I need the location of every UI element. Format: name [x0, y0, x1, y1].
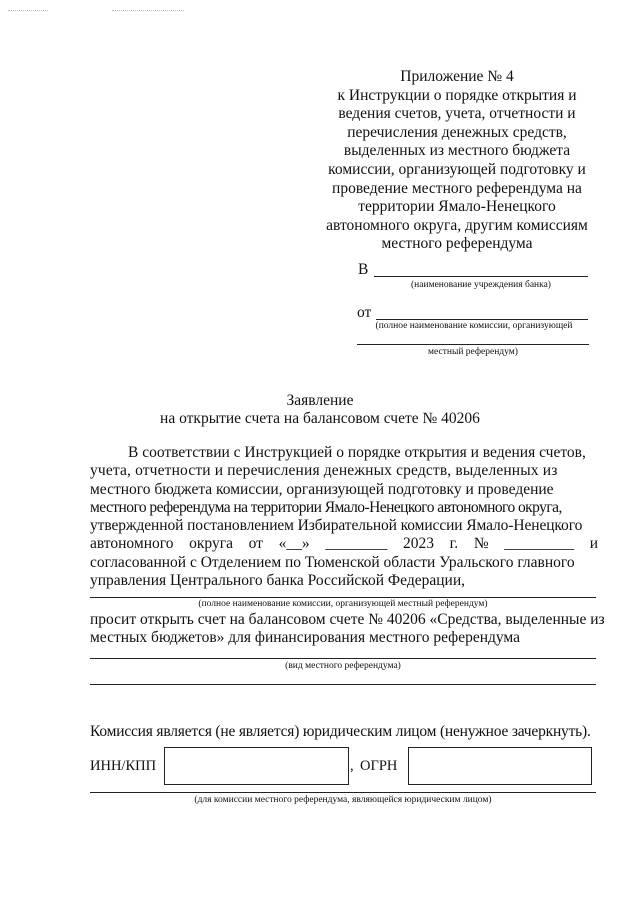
appendix-line: комиссии, организующей подготовку и — [328, 160, 586, 178]
body-line: согласованной с Отделением по Тюменской области Уральского главного — [90, 553, 575, 571]
body-word: 2023 — [402, 535, 434, 553]
date-month-field[interactable]: ________ — [325, 535, 388, 553]
appendix-line: проведение местного референдума на — [332, 179, 582, 197]
scan-artifact — [8, 10, 48, 11]
referendum-type-line-2[interactable] — [90, 684, 596, 685]
commission-full-name-caption: (полное наименование комиссии, организующей местный референдум) — [198, 599, 488, 609]
appendix-line: выделенных из местного бюджета — [343, 142, 571, 160]
request-line: просит открыть счет на балансовом счете № 40206 «Средства, выделенные из — [90, 611, 605, 628]
commission-caption-1: (полное наименование комиссии, организующей — [375, 321, 573, 331]
legal-entity-line — [90, 792, 596, 793]
appendix-line: перечисления денежных средств, — [347, 123, 567, 141]
body-line-date — [90, 535, 598, 553]
commission-name-line-1[interactable] — [376, 319, 588, 320]
body-line: учета, отчетности и перечисления денежных средств, выделенных из — [90, 462, 558, 480]
inn-kpp-label: ИНН/КПП — [90, 758, 157, 774]
appendix-line: к Инструкции о порядке открытия и — [337, 86, 577, 104]
referendum-type-line[interactable] — [90, 658, 596, 659]
request-line: местных бюджетов» для финансирования местного референдума — [90, 629, 521, 647]
referendum-type-caption: (вид местного референдума) — [285, 661, 401, 671]
scan-artifact — [112, 10, 184, 11]
body-word: г. — [449, 535, 459, 553]
ogrn-label: ОГРН — [360, 758, 398, 774]
body-line: местного бюджета комиссии, организующей подготовку и проведение — [90, 480, 554, 498]
body-line: управления Центрального банка Российской Федерации, — [90, 572, 465, 590]
date-day-field[interactable]: «__» — [278, 535, 310, 553]
body-line: утвержденной постановлением Избирательной комиссии Ямало-Ненецкого — [90, 517, 583, 535]
body-word: автономного — [90, 535, 174, 553]
body-paragraph — [90, 444, 598, 590]
document-subtitle: на открытие счета на балансовом счете № 40206 — [160, 410, 480, 427]
legal-entity-statement: Комиссия является (не является) юридическим лицом (ненужное зачеркнуть). — [90, 723, 591, 740]
commission-name-line-2[interactable] — [357, 344, 589, 345]
appendix-line: автономного округа, другим комиссиям — [326, 216, 588, 234]
appendix-line: Приложение № 4 — [400, 68, 514, 85]
commission-caption-2: местный референдум) — [428, 347, 518, 357]
body-word: от — [248, 535, 263, 553]
ogrn-field[interactable] — [408, 747, 592, 785]
inn-kpp-field[interactable] — [164, 747, 349, 785]
bank-name-line[interactable] — [374, 276, 588, 277]
commission-full-name-line[interactable] — [90, 597, 596, 598]
legal-entity-caption: (для комиссии местного референдума, являющейся юридическим лицом) — [194, 795, 492, 805]
to-prefix: В — [358, 261, 369, 278]
body-word: № — [473, 535, 489, 553]
separator-comma: , — [350, 758, 354, 774]
body-line: местного референдума на территории Ямало-Ненецкого автономного округа, — [90, 498, 562, 516]
resolution-number-field[interactable]: _________ — [504, 535, 575, 553]
appendix-line: местного референдума — [381, 235, 533, 253]
appendix-line: территории Ямало-Ненецкого — [358, 198, 556, 216]
body-word: округа — [189, 535, 233, 553]
appendix-line: ведения счетов, учета, отчетности и — [338, 105, 576, 123]
bank-caption: (наименование учреждения банка) — [411, 280, 551, 290]
request-paragraph — [90, 611, 605, 648]
appendix-header — [322, 68, 592, 254]
document-title: Заявление — [286, 392, 354, 409]
from-prefix: от — [357, 304, 372, 321]
body-word: и — [589, 535, 598, 553]
body-line: В соответствии с Инструкцией о порядке открытия и ведения счетов, — [128, 444, 586, 461]
